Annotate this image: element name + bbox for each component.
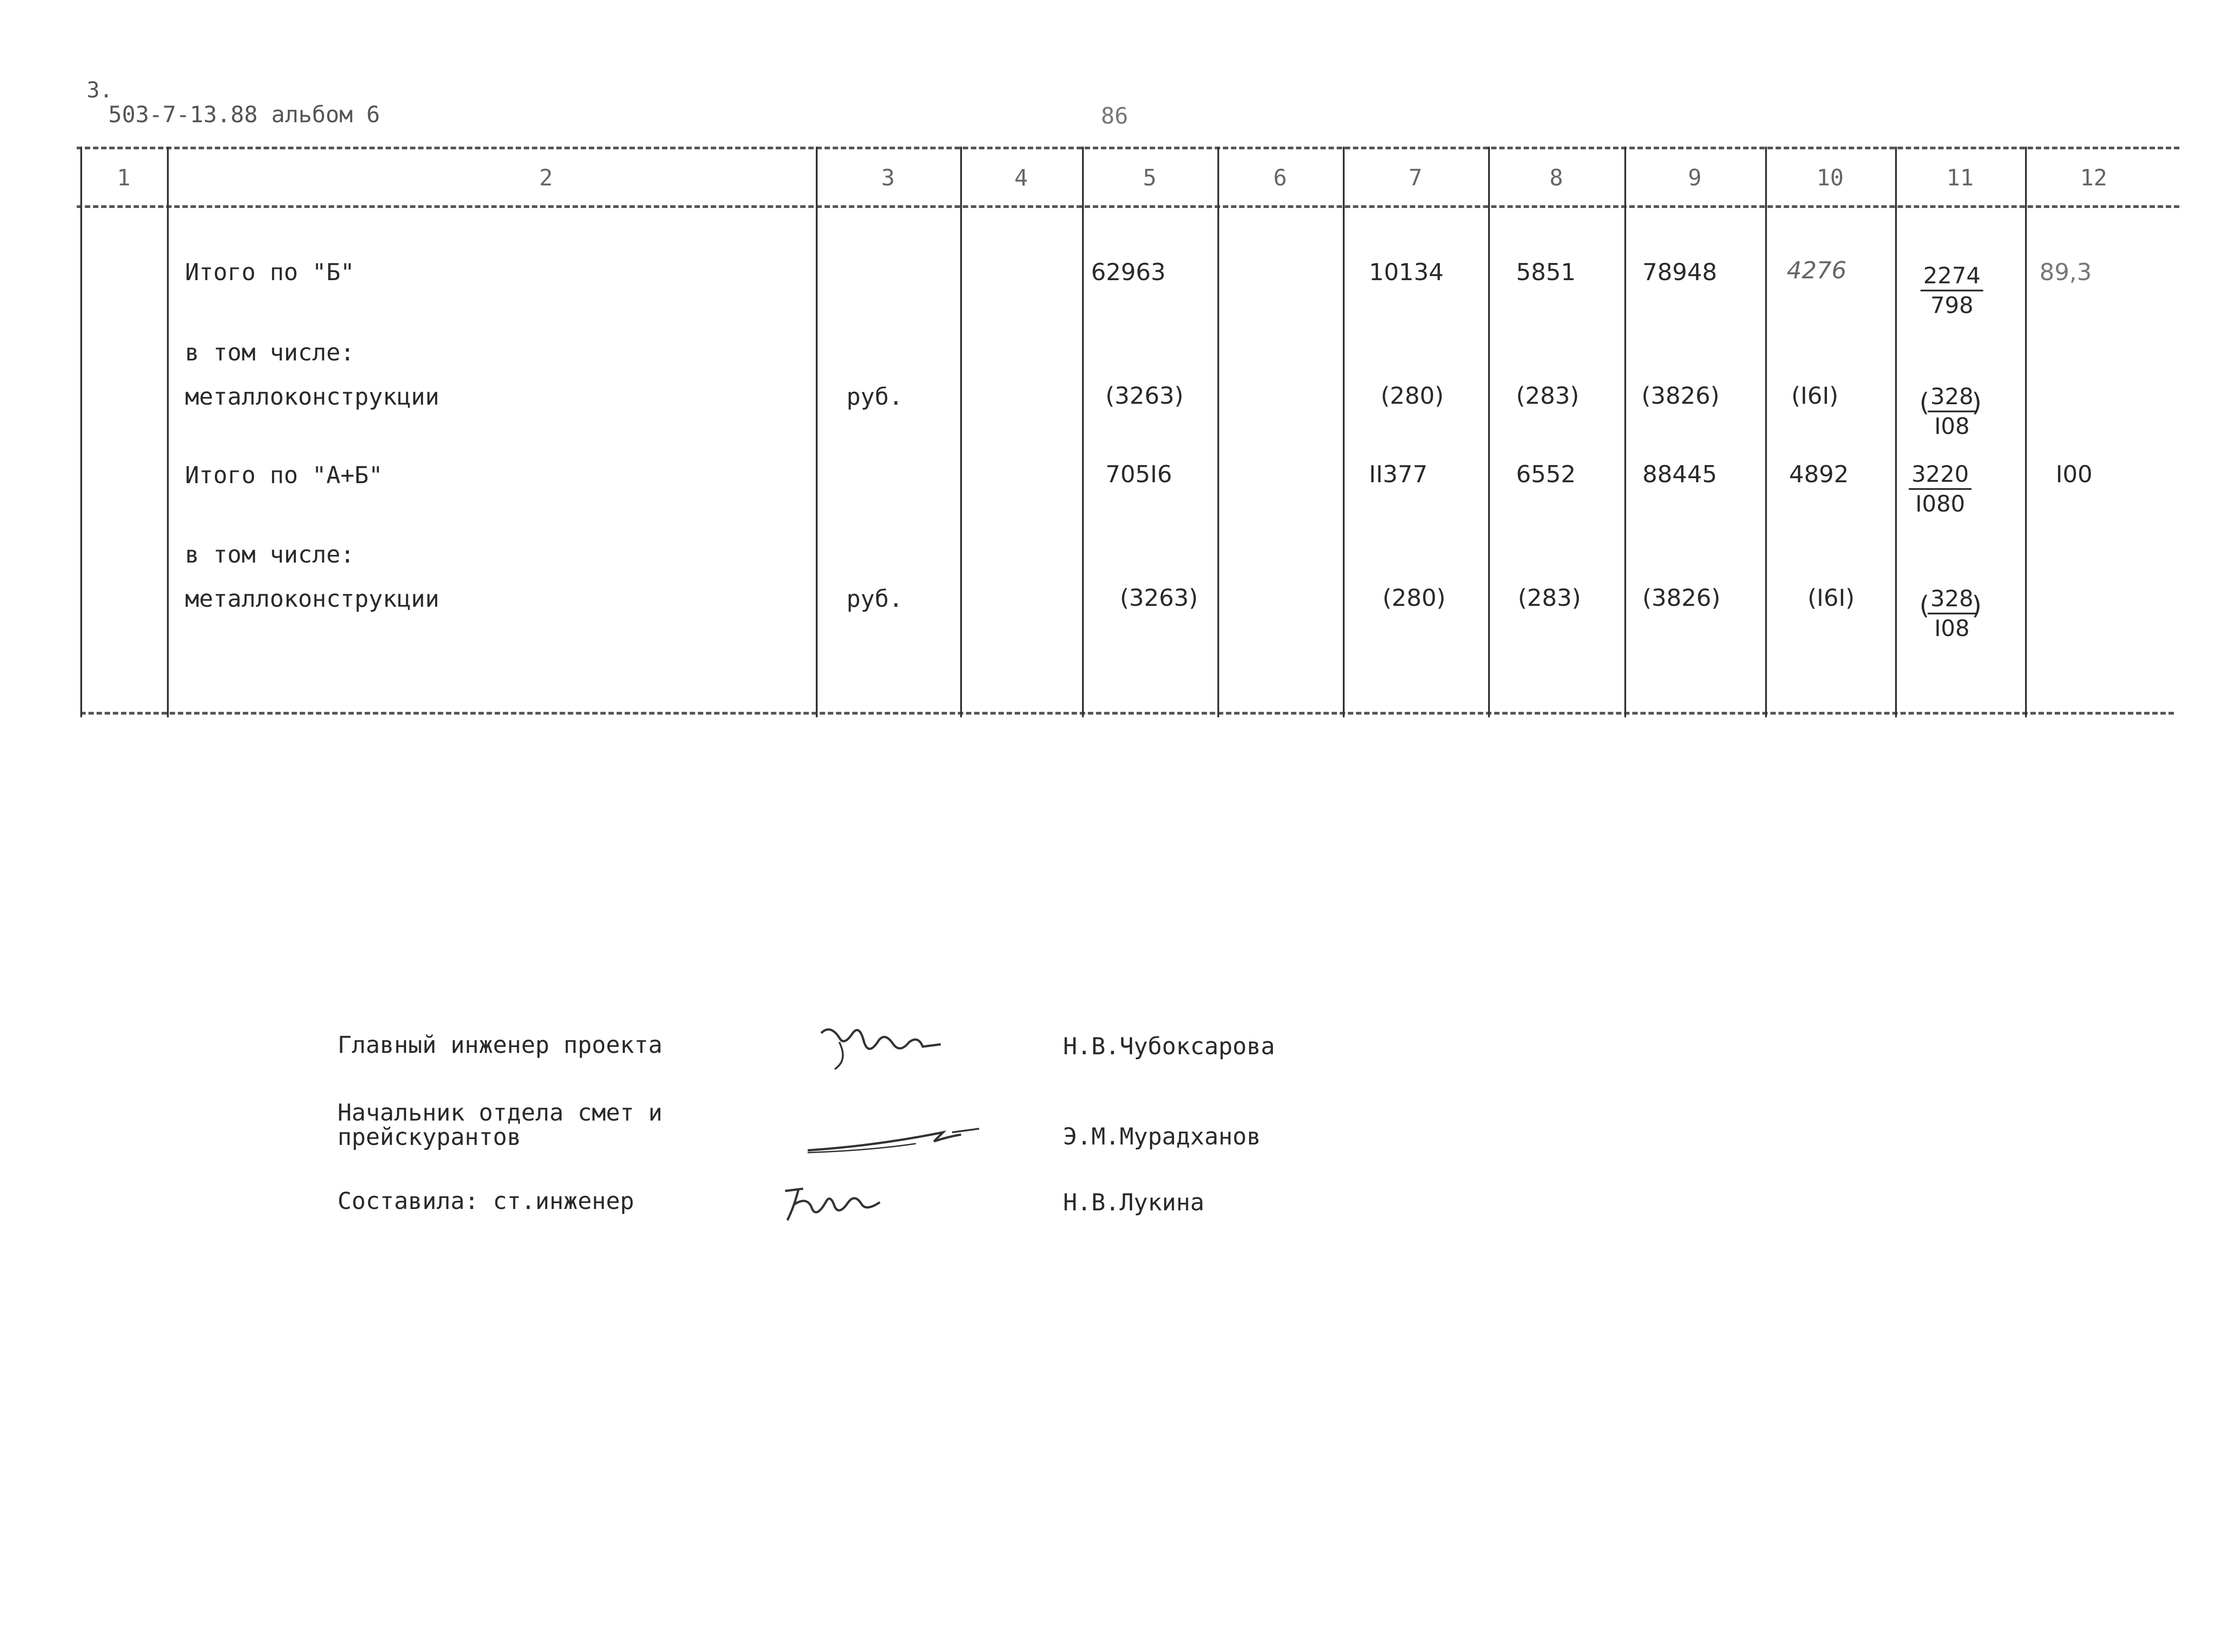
fraction-numerator: 3220 (1909, 460, 1971, 490)
fraction-numerator: 328 (1928, 383, 1976, 412)
paren-open: ( (1919, 388, 1929, 417)
signature-name-3: Н.В.Лукина (1063, 1189, 1205, 1216)
column-header-6: 6 (1273, 165, 1287, 191)
cell-metal-col5: (3263) (1105, 383, 1184, 410)
cell-metal-2-col5: (3263) (1120, 585, 1198, 612)
row-label-including-2: в том числе: (185, 541, 355, 568)
fraction-numerator: 2274 (1920, 262, 1983, 291)
cell-metal-unit: руб. (846, 383, 903, 411)
cell-metal-2-col9: (3826) (1642, 585, 1720, 612)
cell-total-b-col7: 10134 (1369, 259, 1444, 286)
paren-close: ) (1972, 591, 1982, 620)
fraction-denominator: I08 (1934, 413, 1970, 439)
cell-metal-col7: (280) (1381, 383, 1444, 410)
cell-metal-col8: (283) (1516, 383, 1579, 410)
fraction-denominator: 798 (1930, 292, 1974, 318)
cell-total-b-col9: 78948 (1642, 259, 1717, 286)
col-divider-0 (80, 147, 82, 717)
page-number: 86 (1101, 103, 1128, 129)
cell-total-b-col11 (1920, 262, 1983, 319)
row-label-including: в том числе: (185, 339, 355, 366)
cell-total-ab-col12: I00 (2056, 461, 2093, 488)
column-header-2: 2 (539, 165, 553, 191)
col-divider-1 (167, 147, 169, 717)
fraction-denominator: I080 (1915, 491, 1965, 517)
cell-total-b-col8: 5851 (1516, 259, 1576, 286)
column-header-8: 8 (1549, 165, 1563, 191)
column-header-1: 1 (116, 165, 131, 191)
row-label-metal-2: металлоконструкции (185, 586, 439, 613)
column-header-10: 10 (1816, 165, 1844, 191)
cell-metal-col9: (3826) (1642, 383, 1720, 410)
handwritten-signature-1 (812, 1015, 975, 1074)
sheet-mark: 3. (87, 78, 113, 103)
cell-total-ab-col10: 4892 (1789, 461, 1849, 488)
col-divider-2 (816, 147, 818, 717)
fraction-numerator: 328 (1928, 585, 1976, 614)
paren-close: ) (1972, 388, 1982, 417)
cell-metal-2-col10: (I6I) (1808, 585, 1855, 612)
cell-total-b-col10: 4276 (1787, 257, 1847, 284)
cell-total-ab-col9: 88445 (1642, 461, 1717, 488)
cell-metal-col11 (1928, 383, 1976, 440)
column-header-11: 11 (1946, 165, 1974, 191)
fraction-denominator: I08 (1934, 615, 1970, 641)
row-label-total-ab: Итого по "А+Б" (185, 462, 383, 489)
col-divider-4 (1082, 147, 1084, 717)
row-label-metal: металлоконструкции (185, 383, 439, 411)
signature-position-1: Главный инженер проекта (338, 1032, 663, 1059)
col-divider-10 (1895, 147, 1897, 717)
cell-total-ab-col5: 705I6 (1105, 461, 1172, 488)
cell-total-ab-col11 (1909, 460, 1971, 518)
col-divider-6 (1343, 147, 1345, 717)
table-bottom-border (80, 712, 2174, 715)
signature-name-1: Н.В.Чубоксарова (1063, 1033, 1275, 1060)
column-header-12: 12 (2080, 165, 2108, 191)
column-header-5: 5 (1142, 165, 1157, 191)
signature-position-2: Начальник отдела смет и прейскурантов (338, 1099, 663, 1151)
row-label-total-b: Итого по "Б" (185, 259, 355, 286)
column-header-3: 3 (881, 165, 895, 191)
cell-total-b-col12: 89,3 (2039, 259, 2092, 286)
column-header-7: 7 (1408, 165, 1423, 191)
col-divider-11 (2025, 147, 2027, 717)
paren-open: ( (1919, 591, 1929, 620)
cell-metal-2-col7: (280) (1383, 585, 1446, 612)
cell-total-ab-col7: II377 (1369, 461, 1428, 488)
document-code: 503-7-13.88 альбом 6 (108, 102, 380, 128)
col-divider-3 (960, 147, 962, 717)
cell-total-ab-col8: 6552 (1516, 461, 1576, 488)
cell-metal-2-col11 (1928, 585, 1976, 642)
column-header-4: 4 (1014, 165, 1028, 191)
cell-metal-2-unit: руб. (846, 586, 903, 613)
cell-total-b-col5: 62963 (1091, 259, 1166, 286)
col-divider-9 (1765, 147, 1767, 717)
column-header-9: 9 (1688, 165, 1702, 191)
cell-metal-2-col8: (283) (1518, 585, 1581, 612)
cell-metal-col10: (I6I) (1791, 383, 1839, 410)
col-divider-8 (1624, 147, 1626, 717)
handwritten-signature-3 (776, 1177, 939, 1241)
header-separator (77, 205, 2179, 208)
signature-position-3: Составила: ст.инженер (338, 1188, 634, 1215)
table-top-border (77, 147, 2179, 149)
col-divider-7 (1488, 147, 1490, 717)
col-divider-5 (1217, 147, 1219, 717)
signature-name-2: Э.М.Мурадханов (1063, 1123, 1261, 1150)
handwritten-signature-2 (803, 1119, 993, 1159)
